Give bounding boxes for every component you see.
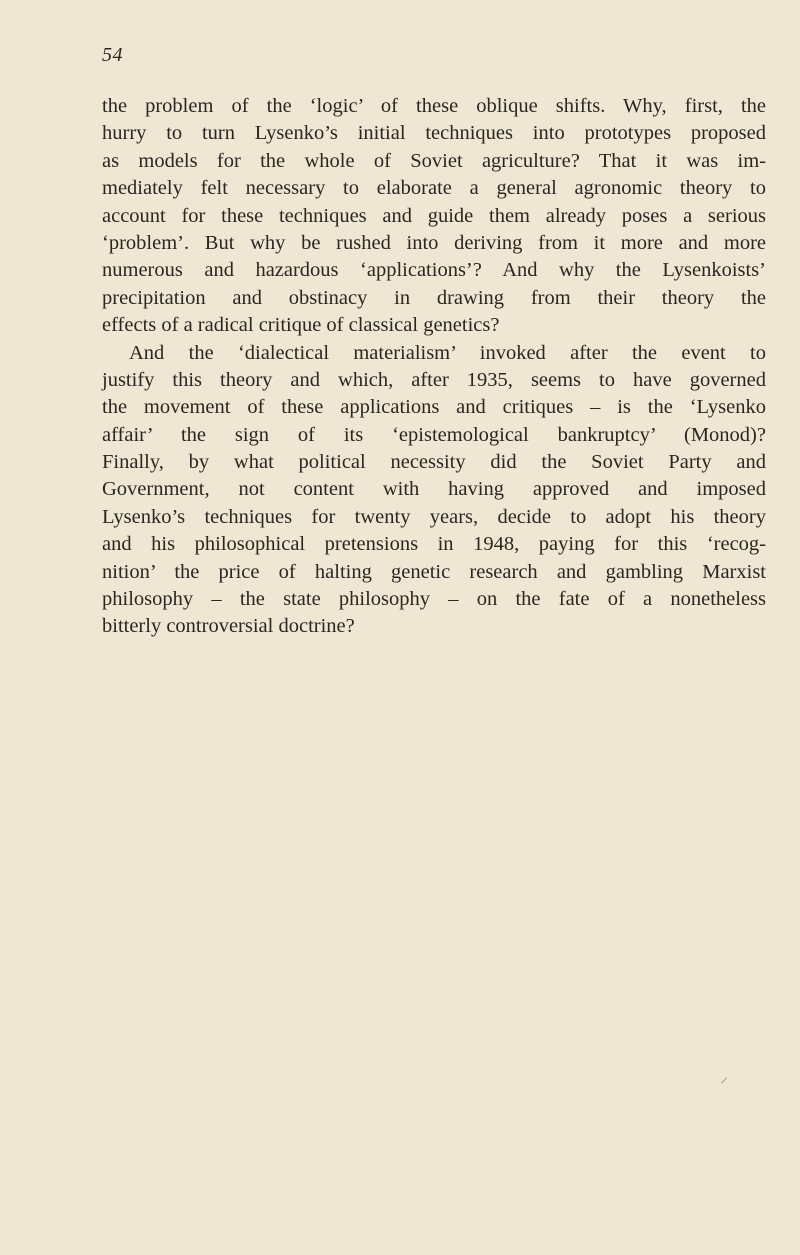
text-line: Lysenko’s techniques for twenty years, decide to adopt his theory [102, 505, 766, 528]
text-line: as models for the whole of Soviet agriculture? That it was im- [102, 149, 766, 172]
text-line: numerous and hazardous ‘applications’? And why the Lysenkoists’ [102, 259, 766, 282]
text-line: Government, not content with having approved and imposed [102, 478, 766, 501]
text-line: the problem of the ‘logic’ of these oblique shifts. Why, first, the [102, 95, 766, 117]
text-line: Finally, by what political necessity did the Soviet Party and [102, 451, 766, 474]
text-line-paragraph-end: effects of a radical critique of classical genetics? [102, 314, 500, 337]
text-line: justify this theory and which, after 1935, seems to have governed [102, 368, 766, 391]
text-line: the movement of these applications and critiques – is the ‘Lysenko [102, 396, 766, 419]
text-line: account for these techniques and guide them already poses a serious [102, 204, 766, 227]
text-line: nition’ the price of halting genetic research and gambling Marxist [102, 560, 766, 583]
pencil-mark [721, 1077, 727, 1083]
text-line: philosophy – the state philosophy – on the fate of a nonetheless [102, 588, 766, 611]
text-line: hurry to turn Lysenko’s initial techniques into prototypes proposed [102, 122, 766, 145]
text-line: mediately felt necessary to elaborate a general agronomic theory to [102, 177, 766, 200]
page-number: 54 [102, 44, 123, 66]
text-line-paragraph-end: bitterly controversial doctrine? [102, 615, 355, 638]
text-line: and his philosophical pretensions in 1948, paying for this ‘recog- [102, 533, 766, 556]
text-line: affair’ the sign of its ‘epistemological bankruptcy’ (Monod)? [102, 423, 766, 446]
body-text [102, 93, 766, 641]
text-line: ‘problem’. But why be rushed into deriving from it more and more [102, 231, 766, 254]
text-line: precipitation and obstinacy in drawing from their theory the [102, 286, 766, 309]
text-line-paragraph-start: And the ‘dialectical materialism’ invoked after the event to [129, 341, 766, 364]
